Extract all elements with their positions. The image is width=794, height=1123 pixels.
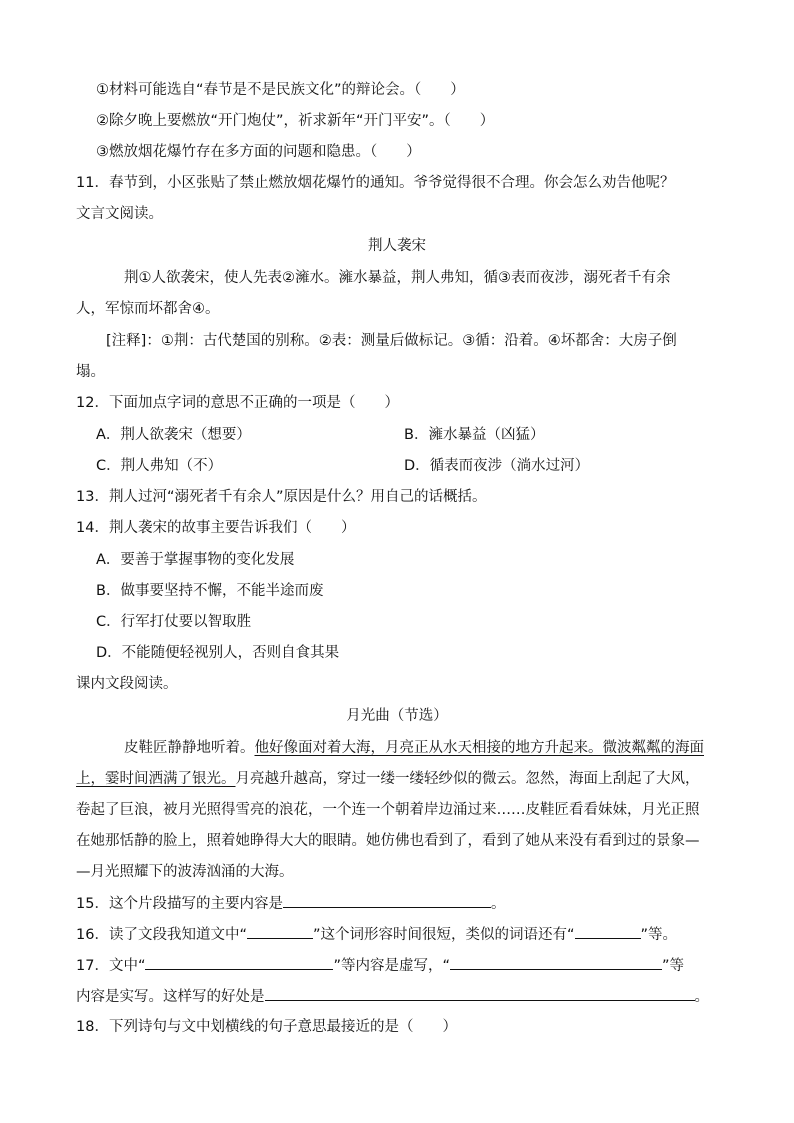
- q16-mid-text: ”这个词形容时间很短，类似的词语还有“: [312, 927, 575, 943]
- question-18: 18．下列诗句与文中划横线的句子意思最接近的是（ ）: [76, 1019, 457, 1035]
- q12-option-b: B．澭水暴益（凶猛）: [404, 427, 545, 443]
- q14-option-c: C．行军打仗要以智取胜: [96, 614, 252, 630]
- q16-blank-1[interactable]: [247, 924, 313, 939]
- question-11: 11．春节到，小区张贴了禁止燃放烟花爆竹的通知。爷爷觉得很不合理。你会怎么劝告他呢？: [76, 175, 675, 191]
- classical-title: 荆人袭宋: [368, 238, 426, 254]
- question-17: [76, 955, 684, 976]
- question-17-line-2: [76, 986, 709, 1007]
- q12-option-a: A．荆人欲袭宋（想要）: [96, 427, 251, 443]
- q14-option-b: B．做事要坚持不懈，不能半途而废: [96, 583, 324, 599]
- classical-text-line-1: 荆①人欲袭宋，使人先表②澭水。澭水暴益，荆人弗知，循③表而夜涉，溺死者千有余: [124, 270, 671, 286]
- underlined-sentence-end: 上，霎时间洒满了银光。: [76, 771, 236, 787]
- passage-line-1-plain: 皮鞋匠静静地听着。: [124, 740, 255, 756]
- q16-text: 16．读了文段我知道文中“: [76, 927, 247, 943]
- passage-title: 月光曲（节选）: [346, 708, 448, 724]
- q14-option-a: A．要善于掌握事物的变化发展: [96, 552, 295, 568]
- option-1: ①材料可能选自“春节是不是民族文化”的辩论会。（ ）: [96, 82, 465, 98]
- option-2: ②除夕晚上要燃放“开门炮仗”，祈求新年“开门平安”。（ ）: [96, 113, 495, 129]
- passage-line-2-plain: 月亮越升越高，穿过一缕一缕轻纱似的微云。忽然，海面上刮起了大风，: [235, 771, 700, 787]
- q12-option-c: C．荆人弗知（不）: [96, 458, 223, 474]
- passage-line-5: —月光照耀下的波涛汹涌的大海。: [76, 864, 294, 880]
- passage-line-3: 卷起了巨浪，被月光照得雪亮的浪花，一个连一个朝着岸边涌过来……皮鞋匠看看妹妹，月光正照: [76, 802, 700, 818]
- q17-blank-2[interactable]: [450, 955, 662, 970]
- q15-text: 15．这个片段描写的主要内容是: [76, 896, 283, 912]
- option-3: ③燃放烟花爆竹存在多方面的问题和隐患。（ ）: [96, 144, 421, 160]
- question-12: 12．下面加点字词的意思不正确的一项是（ ）: [76, 395, 399, 411]
- q17-end: ”等: [662, 958, 685, 974]
- classical-text-line-2: 人，军惊而坏都舍④。: [76, 301, 220, 317]
- q16-end: ”等。: [640, 927, 678, 943]
- passage-line-2: [76, 769, 700, 789]
- q17-blank-1[interactable]: [145, 955, 333, 970]
- q15-answer-blank[interactable]: [283, 893, 491, 908]
- q12-option-d: D．循表而夜涉（淌水过河）: [404, 458, 590, 474]
- section-classical-heading: 文言文阅读。: [76, 206, 163, 222]
- question-13: 13．荆人过河“溺死者千有余人”原因是什么？用自己的话概括。: [76, 489, 487, 505]
- question-14: 14．荆人袭宋的故事主要告诉我们（ ）: [76, 520, 356, 536]
- question-15: [76, 893, 505, 914]
- q17-blank-3[interactable]: [265, 986, 695, 1001]
- classical-note-line-2: 塌。: [76, 364, 105, 380]
- q17-mid-text: ”等内容是虚写，“: [333, 958, 450, 974]
- classical-note-line-1: [注释]：①荆：古代楚国的别称。②表：测量后做标记。③循：沿着。④坏都舍：大房子倒: [106, 333, 677, 349]
- q17-line2-text: 内容是实写。这样写的好处是: [76, 989, 265, 1005]
- q16-blank-2[interactable]: [575, 924, 641, 939]
- underlined-sentence: 他好像面对着大海，月亮正从水天相接的地方升起来。微波粼粼的海面: [254, 740, 704, 756]
- q15-end: 。: [490, 896, 506, 912]
- q17-line2-end: 。: [694, 989, 709, 1005]
- passage-line-1: [124, 738, 704, 758]
- section-modern-heading: 课内文段阅读。: [76, 676, 178, 692]
- passage-line-4: 在她那恬静的脸上，照着她睁得大大的眼睛。她仿佛也看到了，看到了她从来没有看到过的景象—: [76, 833, 700, 849]
- question-16: [76, 924, 677, 945]
- q17-text: 17．文中“: [76, 958, 146, 974]
- q14-option-d: D．不能随便轻视别人，否则自食其果: [96, 645, 340, 661]
